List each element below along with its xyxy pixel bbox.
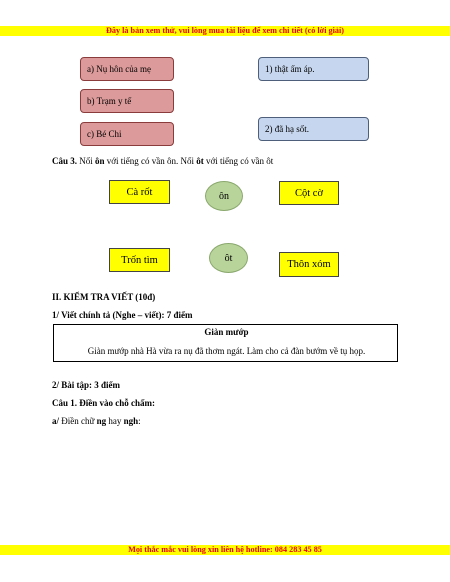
dictation-heading: 1/ Viết chính tả (Nghe – viết): 7 điểm <box>52 310 193 320</box>
oval-on: ôn <box>205 181 243 211</box>
word-ca-rot: Cà rốt <box>109 180 170 204</box>
match-item-b: b) Trạm y tế <box>80 89 174 113</box>
question-3: Câu 3. Nối ôn với tiếng có vần ôn. Nối ôt với tiếng có vần ôt <box>52 156 274 166</box>
preview-notice: Đây là bản xem thử, vui lòng mua tài liệu để xem chi tiết (có lời giải) <box>0 26 450 36</box>
match-item-c: c) Bé Chi <box>80 122 174 146</box>
exercise-heading: 2/ Bài tập: 3 điểm <box>52 380 121 390</box>
question-1: Câu 1. Điền vào chỗ chấm: <box>52 398 155 408</box>
word-cot-co: Cột cờ <box>279 181 339 205</box>
passage-text: Giàn mướp nhà Hà vừa ra nụ đã thơm ngát. Làm cho cả đàn bướm về tụ họp. <box>87 346 366 356</box>
word-thon-xom: Thôn xóm <box>279 252 339 277</box>
match-item-1: 1) thật ấm áp. <box>258 57 369 81</box>
section-2-title: II. KIỂM TRA VIẾT (10đ) <box>52 292 156 302</box>
passage-title: Giàn mướp <box>204 327 249 337</box>
match-item-a: a) Nụ hôn của mẹ <box>80 57 174 81</box>
question-1a: a/ Điền chữ ng hay ngh: <box>52 416 141 426</box>
match-item-2: 2) đã hạ sốt. <box>258 117 369 141</box>
footer-hotline: Mọi thắc mắc vui lòng xin liên hệ hotline: 084 283 45 85 <box>0 545 450 555</box>
oval-ot: ôt <box>209 243 248 273</box>
dictation-passage-box <box>53 324 398 362</box>
word-tron-tim: Trốn tìm <box>109 248 170 272</box>
